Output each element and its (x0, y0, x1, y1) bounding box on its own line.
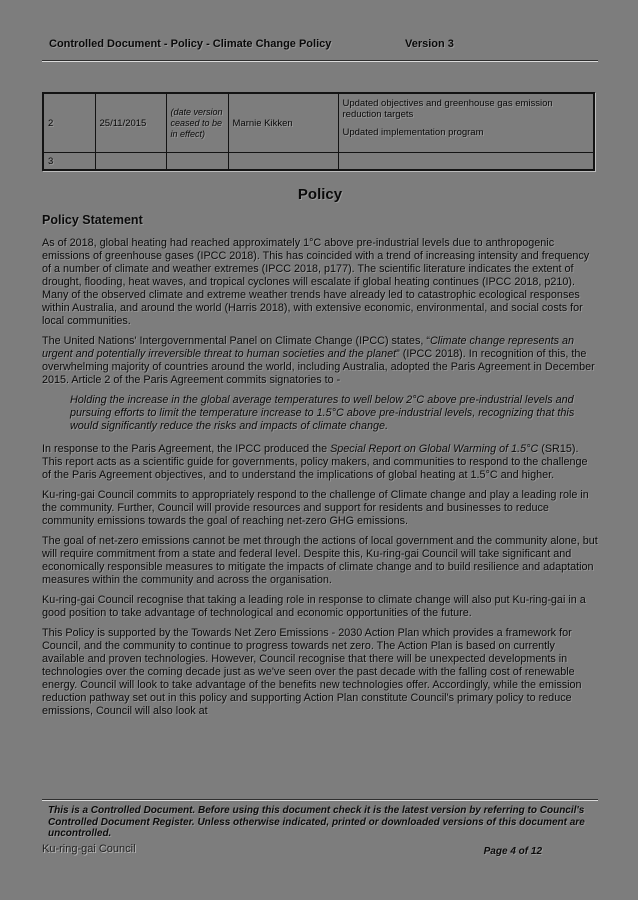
footer-controlled-document-notice: This is a Controlled Document. Before using this document check it is the latest version by referring to Council's Controlled Document Register. Unless otherwise indicated, printed or downloaded versions of this document are uncontrolled. (48, 805, 585, 839)
table-cell-date-ceased (166, 153, 228, 171)
body-paragraph: The United Nations' Intergovernmental Panel on Climate Change (IPCC) states, “Climate change represents an urgent and potentially irreversible threat to human societies and the planet” (IPCC 2018). In recognition of this, the overwhelming majority of countries around the world, including Australia, adopted the Paris Agreement in December 2015. Article 2 of the Paris Agreement commits signatories to - (42, 335, 595, 386)
body-paragraph: The goal of net-zero emissions cannot be met through the actions of local government and the community alone, but will require commitment from a state and federal level. Despite this, Ku-ring-gai Council will take significant and economically responsible measures to mitigate the impacts of climate change and to build resilience and adaptation measures within the community and across the organisation. (42, 535, 598, 586)
footer-organisation: Ku-ring-gai Council (42, 843, 136, 855)
revision-history-table (42, 92, 595, 171)
header-title: Controlled Document - Policy - Climate Change Policy (49, 38, 332, 50)
table-cell-date (95, 153, 166, 171)
table-cell-date-ceased: (date version ceased to be in effect) (166, 93, 228, 153)
table-cell-changes (338, 153, 594, 171)
table-cell-author (228, 153, 338, 171)
table-cell-version: 3 (43, 153, 95, 171)
footer-page-number: Page 4 of 12 (483, 846, 542, 857)
body-paragraph: As of 2018, global heating had reached approximately 1°C above pre-industrial levels due to anthropogenic emissions of greenhouse gases (IPCC 2018). This has coincided with a trend of increasing intensity and frequency of a number of climate and weather extremes (IPCC 2018, p177). The scientific literature indicates the extent of drought, flooding, heat waves, and tropical cyclones will escalate if global heating continues (IPCC 2018, p210). Many of the observed climate and extreme weather trends have already led to catastrophic ecological responses within Australia, and around the world (Harris 2018), with extensive economic, environmental, and social costs for local communities. (42, 237, 590, 327)
table-cell-author: Marnie Kikken (228, 93, 338, 153)
header-version-label: Version 3 (405, 38, 454, 50)
table-row (43, 93, 594, 153)
body-paragraph: Ku-ring-gai Council recognise that taking a leading role in response to climate change will also put Ku-ring-gai in a good position to take advantage of technological and economic opportunities of the future. (42, 594, 586, 619)
body-paragraph: Ku-ring-gai Council commits to appropriately respond to the challenge of Climate change and play a leading role in the community. Further, Council will provide resources and support for residents and businesses to reduce community emissions towards the goal of reaching net-zero GHG emissions. (42, 489, 589, 527)
table-cell-date: 25/11/2015 (95, 93, 166, 153)
document-header (49, 38, 597, 50)
header-rule (42, 60, 598, 61)
body-paragraph: In response to the Paris Agreement, the IPCC produced the Special Report on Global Warming of 1.5°C (SR15). This report acts as a scientific guide for governments, policy makers, and communities to respond to the challenge of the Paris Agreement objectives, and to understand the implications of global heating at 1.5°C and higher. (42, 443, 588, 481)
table-cell-changes (338, 93, 594, 153)
change-note: Updated objectives and greenhouse gas emission reduction targets (342, 98, 553, 120)
quote-paragraph: Holding the increase in the global average temperatures to well below 2°C above pre-industrial levels and pursuing efforts to limit the temperature increase to 1.5°C above pre-industrial levels, recognizing that this would significantly reduce the risks and impacts of climate change. (70, 394, 575, 432)
section-heading-policy-statement: Policy Statement (42, 213, 143, 227)
change-note: Updated implementation program (342, 127, 484, 138)
page-title: Policy (297, 186, 343, 203)
footer-rule (42, 799, 598, 800)
table-cell-version: 2 (43, 93, 95, 153)
table-row (43, 153, 594, 171)
policy-paragraphs (42, 237, 598, 725)
body-paragraph: This Policy is supported by the Towards Net Zero Emissions - 2030 Action Plan which provides a framework for Council, and the community to continue to progress towards net zero. The Action Plan is based on currently available and proven technologies. However, Council recognise that there will be unexpected developments in technologies over the coming decade just as we've seen over the past decade with the falling cost of renewable energy. Council will look to take advantage of the benefits new technologies offer. Accordingly, while the emission reduction pathway set out in this policy and supporting Action Plan constitute Council's primary policy to reduce emissions, Council will also look at (42, 627, 582, 717)
